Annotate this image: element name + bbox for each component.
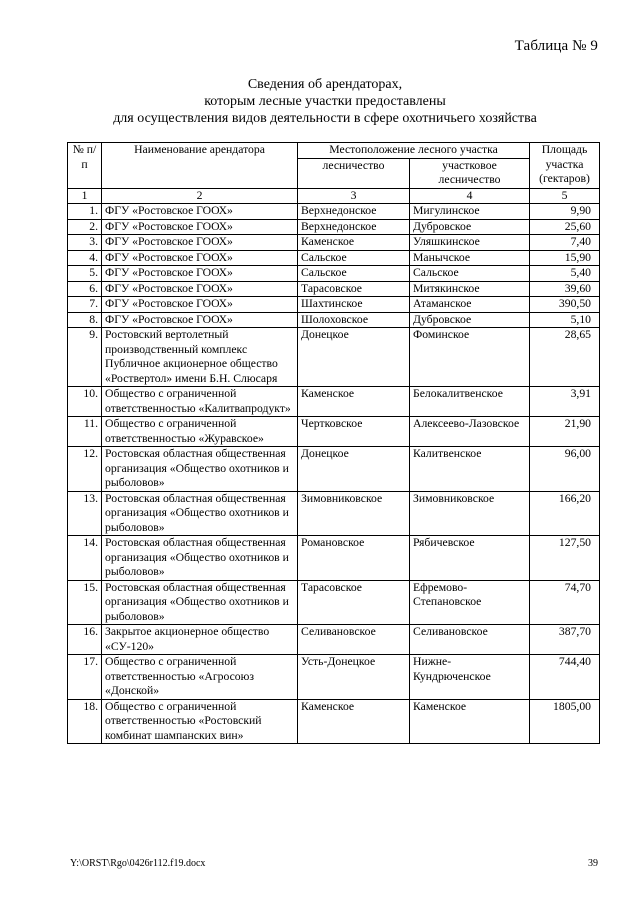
- column-number: 1: [68, 188, 102, 204]
- table-body: [68, 204, 600, 744]
- table-row: [68, 625, 600, 655]
- column-number-row: [68, 188, 600, 204]
- row-district: Рябичевское: [410, 536, 530, 581]
- row-num: 5.: [68, 266, 102, 282]
- row-num: 9.: [68, 328, 102, 387]
- table-row: [68, 580, 600, 625]
- row-name: Общество с ограниченной ответственностью «Ростовский комбинат шампанских вин»: [102, 699, 298, 744]
- table-row: [68, 447, 600, 492]
- header-location: Местоположение лесного участка: [298, 143, 530, 159]
- row-num: 12.: [68, 447, 102, 492]
- row-name: Общество с ограниченной ответственностью «Калитвапродукт»: [102, 387, 298, 417]
- row-area: 3,91: [530, 387, 600, 417]
- row-name: ФГУ «Ростовское ГООХ»: [102, 312, 298, 328]
- row-num: 10.: [68, 387, 102, 417]
- row-area: 9,90: [530, 204, 600, 220]
- row-num: 13.: [68, 491, 102, 536]
- row-area: 39,60: [530, 281, 600, 297]
- row-forestry: Донецкое: [298, 328, 410, 387]
- row-forestry: Донецкое: [298, 447, 410, 492]
- row-area: 28,65: [530, 328, 600, 387]
- row-num: 8.: [68, 312, 102, 328]
- row-district: Калитвенское: [410, 447, 530, 492]
- row-name: Общество с ограниченной ответственностью «Агросоюз «Донской»: [102, 655, 298, 700]
- row-num: 4.: [68, 250, 102, 266]
- row-forestry: Романовское: [298, 536, 410, 581]
- column-number: 3: [298, 188, 410, 204]
- row-forestry: Чертковское: [298, 417, 410, 447]
- row-forestry: Сальское: [298, 266, 410, 282]
- row-district: Фоминское: [410, 328, 530, 387]
- table-row: [68, 250, 600, 266]
- row-forestry: Тарасовское: [298, 580, 410, 625]
- header-forestry: лесничество: [298, 158, 410, 188]
- row-forestry: Зимовниковское: [298, 491, 410, 536]
- row-area: 7,40: [530, 235, 600, 251]
- document-title: [30, 76, 620, 127]
- row-forestry: Каменское: [298, 235, 410, 251]
- row-name: ФГУ «Ростовское ГООХ»: [102, 266, 298, 282]
- row-district: Митякинское: [410, 281, 530, 297]
- row-name: ФГУ «Ростовское ГООХ»: [102, 235, 298, 251]
- row-area: 15,90: [530, 250, 600, 266]
- row-num: 16.: [68, 625, 102, 655]
- row-area: 25,60: [530, 219, 600, 235]
- row-forestry: Шахтинское: [298, 297, 410, 313]
- row-district: Алексеево-Лазовское: [410, 417, 530, 447]
- table-row: [68, 328, 600, 387]
- row-area: 21,90: [530, 417, 600, 447]
- row-name: ФГУ «Ростовское ГООХ»: [102, 250, 298, 266]
- row-name: ФГУ «Ростовское ГООХ»: [102, 204, 298, 220]
- row-forestry: Тарасовское: [298, 281, 410, 297]
- row-forestry: Селивановское: [298, 625, 410, 655]
- column-number: 5: [530, 188, 600, 204]
- row-district: Манычское: [410, 250, 530, 266]
- table-row: [68, 281, 600, 297]
- row-num: 6.: [68, 281, 102, 297]
- row-district: Селивановское: [410, 625, 530, 655]
- header-district: участковое лесничество: [410, 158, 530, 188]
- row-area: 5,40: [530, 266, 600, 282]
- table-row: [68, 219, 600, 235]
- title-line: которым лесные участки предоставлены: [204, 94, 446, 109]
- row-name: ФГУ «Ростовское ГООХ»: [102, 281, 298, 297]
- row-area: 127,50: [530, 536, 600, 581]
- row-area: 390,50: [530, 297, 600, 313]
- row-name: Ростовская областная общественная организация «Общество охотников и рыболовов»: [102, 536, 298, 581]
- table-row: [68, 235, 600, 251]
- header-num: № п/п: [68, 143, 102, 189]
- row-forestry: Каменское: [298, 387, 410, 417]
- row-name: ФГУ «Ростовское ГООХ»: [102, 297, 298, 313]
- table-row: [68, 266, 600, 282]
- header-area: Площадь участка (гектаров): [530, 143, 600, 189]
- row-num: 1.: [68, 204, 102, 220]
- table-row: [68, 312, 600, 328]
- footer-page-number: 39: [588, 858, 598, 869]
- row-name: Ростовский вертолетный производственный комплекс Публичное акционерное общество «Роствертол» имени Б.Н. Слюсаря: [102, 328, 298, 387]
- row-area: 387,70: [530, 625, 600, 655]
- title-line: Сведения об арендаторах,: [247, 77, 403, 92]
- table-row: [68, 491, 600, 536]
- row-forestry: Усть-Донецкое: [298, 655, 410, 700]
- table-row: [68, 536, 600, 581]
- table-row: [68, 655, 600, 700]
- row-area: 1805,00: [530, 699, 600, 744]
- table-row: [68, 204, 600, 220]
- row-forestry: Верхнедонское: [298, 204, 410, 220]
- row-area: 74,70: [530, 580, 600, 625]
- row-num: 14.: [68, 536, 102, 581]
- row-num: 7.: [68, 297, 102, 313]
- row-name: Ростовская областная общественная организация «Общество охотников и рыболовов»: [102, 447, 298, 492]
- table-row: [68, 699, 600, 744]
- row-district: Нижне-Кундрюченское: [410, 655, 530, 700]
- column-number: 2: [102, 188, 298, 204]
- table-header-row: [68, 143, 600, 159]
- row-forestry: Верхнедонское: [298, 219, 410, 235]
- table-row: [68, 297, 600, 313]
- row-forestry: Каменское: [298, 699, 410, 744]
- column-number: 4: [410, 188, 530, 204]
- row-name: ФГУ «Ростовское ГООХ»: [102, 219, 298, 235]
- row-district: Белокалитвенское: [410, 387, 530, 417]
- table-row: [68, 387, 600, 417]
- header-name: Наименование арендатора: [102, 143, 298, 189]
- row-num: 11.: [68, 417, 102, 447]
- row-name: Общество с ограниченной ответственностью «Журавское»: [102, 417, 298, 447]
- table-row: [68, 417, 600, 447]
- row-district: Мигулинское: [410, 204, 530, 220]
- table-label: Таблица № 9: [514, 38, 598, 54]
- row-num: 18.: [68, 699, 102, 744]
- row-forestry: Шолоховское: [298, 312, 410, 328]
- row-name: Ростовская областная общественная организация «Общество охотников и рыболовов»: [102, 491, 298, 536]
- title-line: для осуществления видов деятельности в сфере охотничьего хозяйства: [113, 111, 537, 126]
- row-area: 96,00: [530, 447, 600, 492]
- row-name: Ростовская областная общественная организация «Общество охотников и рыболовов»: [102, 580, 298, 625]
- tenants-table: [67, 142, 600, 744]
- row-district: Ефремово-Степановское: [410, 580, 530, 625]
- row-area: 166,20: [530, 491, 600, 536]
- row-district: Каменское: [410, 699, 530, 744]
- row-name: Закрытое акционерное общество «СУ-120»: [102, 625, 298, 655]
- row-area: 5,10: [530, 312, 600, 328]
- row-num: 2.: [68, 219, 102, 235]
- row-num: 3.: [68, 235, 102, 251]
- row-district: Дубровское: [410, 312, 530, 328]
- row-district: Атаманское: [410, 297, 530, 313]
- row-district: Сальское: [410, 266, 530, 282]
- row-district: Зимовниковское: [410, 491, 530, 536]
- row-num: 17.: [68, 655, 102, 700]
- row-forestry: Сальское: [298, 250, 410, 266]
- row-num: 15.: [68, 580, 102, 625]
- row-district: Уляшкинское: [410, 235, 530, 251]
- row-district: Дубровское: [410, 219, 530, 235]
- footer-file-path: Y:\ORST\Rgo\0426r112.f19.docx: [70, 858, 206, 869]
- row-area: 744,40: [530, 655, 600, 700]
